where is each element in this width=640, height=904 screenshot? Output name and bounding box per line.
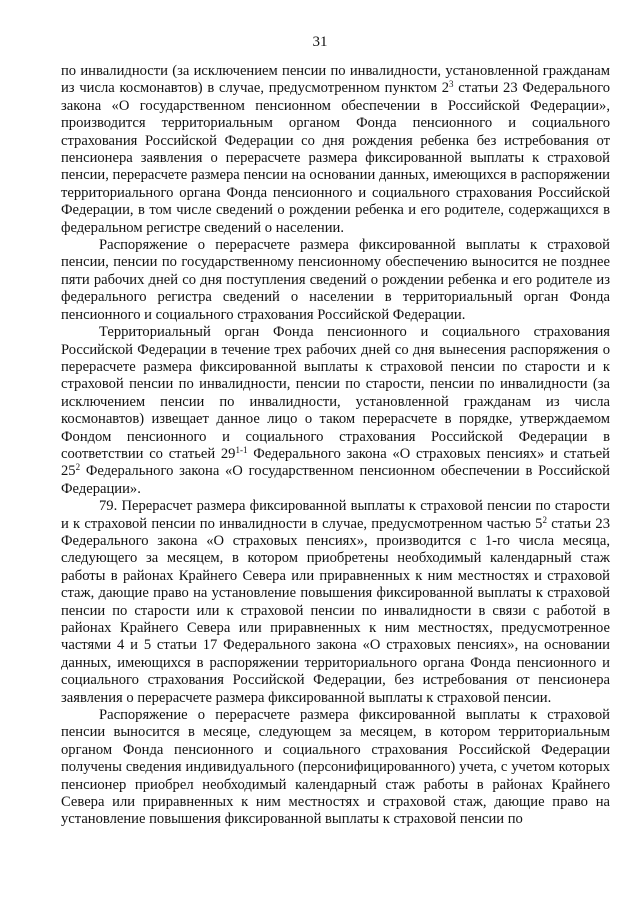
paragraph-text: Распоряжение о перерасчете размера фиксированной выплаты к страховой пенсии, пенсии по государственному пенсионному обеспечению выносится не позднее пяти рабочих дней со дня поступления сведений о рождении ребенка и его родителе из федерального регистра сведений о населении в территориальный орган Фонда пенсионного и социального страхования Российской Федерации. — [61, 237, 610, 323]
paragraph-text: 79. Перерасчет размера фиксированной выплаты к страховой пенсии по старости и к страховой пенсии по инвалидности в случае, предусмотренном частью 5 — [61, 498, 610, 532]
superscript-reference: 2 — [75, 462, 81, 473]
paragraph — [61, 63, 610, 237]
paragraph-text: по инвалидности (за исключением пенсии по инвалидности, установленной гражданам из числа космонавтов) в случае, предусмотренном пунктом 2 — [61, 63, 610, 97]
paragraph-text: Территориальный орган Фонда пенсионного и социального страхования Российской Федерации в течение трех рабочих дней со дня вынесения распоряжения о перерасчете размера фиксированной выплаты к страховой пенсии по старости и к страховой пенсии по инвалидности, пенсии по старости, пенсии по инвалидности (за исключением пенсии по инвалидности, установленной гражданам из числа космонавтов) извещает данное лицо о таком перерасчете в порядке, утверждаемом Фондом пенсионного и социального страхования Российской Федерации в соответствии со статьей 29 — [61, 324, 610, 462]
superscript-reference: 2 — [542, 514, 547, 525]
page-number: 31 — [312, 34, 328, 50]
paragraph-text: Распоряжение о перерасчете размера фиксированной выплаты к страховой пенсии выносится в месяце, следующем за месяцем, в котором территориальным органом Фонда пенсионного и социального страхования Российской Федерации получены сведения индивидуального (персонифицированного) учета, с учетом которых пенсионер приобрел необходимый календарный стаж работы в районах Крайнего Севера или приравненных к ним местностях и страховой стаж, дающие право на установление повышения фиксированной выплаты к страховой пенсии по — [61, 707, 610, 828]
paragraph-text: статьи 23 Федерального закона «О страховых пенсиях», производится с 1-го числа месяца, следующего за месяцем, в котором приобретены необходимый календарный стаж работы в районах Крайнего Севера или приравненных к ним местностях и страховой стаж, дающие право на установление повышения фиксированной выплаты к страховой пенсии по старости или к страховой пенсии по инвалидности в связи с работой в районах Крайнего Севера или приравненных к ним местностях, предусмотренное частями 4 и 5 статьи 17 Федерального закона «О страховых пенсиях», на основании данных, имеющихся в распоряжении территориального органа Фонда пенсионного и социального страхования Российской Федерации, без истребования от пенсионера заявления о перерасчете размера фиксированной выплаты к страховой пенсии. — [61, 515, 610, 706]
paragraph-text: Федерального закона «О страховых пенсиях» и статьей 25 — [61, 445, 610, 480]
paragraph — [61, 498, 610, 707]
paragraph — [61, 324, 610, 498]
document-body — [61, 63, 610, 829]
superscript-reference: 3 — [449, 79, 454, 90]
superscript-reference: 1-1 — [235, 444, 248, 455]
paragraph-text: Федерального закона «О государственном пенсионном обеспечении в Российской Федерации». — [61, 463, 610, 497]
paragraph — [61, 707, 610, 829]
paragraph — [61, 237, 610, 324]
paragraph-text: статьи 23 Федерального закона «О государственном пенсионном обеспечении в Российской Федерации», производится территориальным органом Фонда пенсионного и социального страхования Российской Федерации со дня рождения ребенка без истребования от пенсионера заявления о перерасчете размера фиксированной выплаты к страховой пенсии, перерасчете размера пенсии на основании данных, имеющихся в распоряжении территориального органа Фонда пенсионного и социального страхования Российской Федерации, в том числе сведений о рождении ребенка и его родителе, содержащихся в федеральном регистре сведений о населении. — [61, 80, 610, 236]
